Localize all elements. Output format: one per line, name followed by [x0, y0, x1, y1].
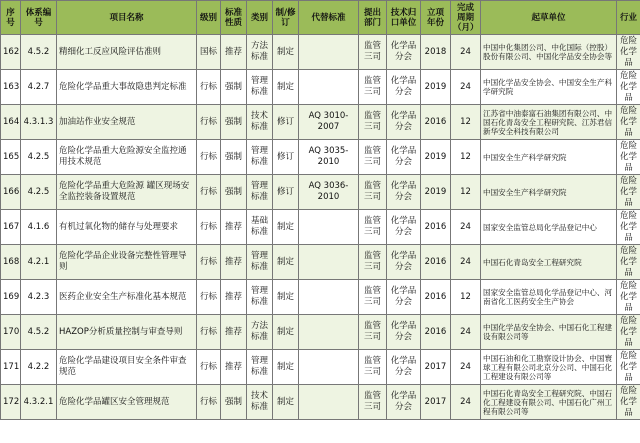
cell-drafting-unit: 国家安全监管总局化学品登记中心、河南省化工医药安全生产协会 [481, 280, 617, 315]
table-row [1, 210, 640, 245]
cell-drafting-unit: 中国石油和化工勘察设计协会、中国寰球工程有限公司北京分公司、中国石化工程建设有限公司等 [481, 350, 617, 385]
cell-industry: 危险化学品 [617, 315, 640, 350]
cell-industry: 危险化学品 [617, 280, 640, 315]
cell-level: 行标 [197, 315, 221, 350]
table-row [1, 245, 640, 280]
cell-drafting-unit: 中国化学品安全协会、中国石化工程建设有限公司等 [481, 315, 617, 350]
cell-revision: 制定 [273, 245, 299, 280]
cell-year: 2016 [421, 210, 451, 245]
cell-year: 2019 [421, 70, 451, 105]
cell-category: 管理标准 [247, 140, 273, 175]
cell-level: 国标 [197, 35, 221, 70]
cell-system-no: 4.2.1 [21, 245, 57, 280]
cell-project-name: HAZOP分析质量控制与审查导则 [57, 315, 197, 350]
cell-system-no: 4.2.2 [21, 350, 57, 385]
col-header-period: 完成周期（月） [451, 1, 481, 35]
cell-system-no: 4.5.2 [21, 35, 57, 70]
col-header-replaced-standard: 代替标准 [299, 1, 359, 35]
cell-year: 2019 [421, 140, 451, 175]
cell-department: 监管三司 [359, 210, 387, 245]
cell-seq: 170 [1, 315, 21, 350]
cell-system-no: 4.5.2 [21, 315, 57, 350]
cell-category: 管理标准 [247, 350, 273, 385]
cell-project-name: 危险化学品建设项目安全条件审查规范 [57, 350, 197, 385]
cell-drafting-unit: 中国安全生产科学研究院 [481, 140, 617, 175]
cell-department: 监管三司 [359, 315, 387, 350]
cell-period: 12 [451, 140, 481, 175]
cell-category: 技术标准 [247, 105, 273, 140]
cell-system-no: 4.2.5 [21, 140, 57, 175]
cell-industry: 危险化学品 [617, 245, 640, 280]
cell-replaced-standard [299, 70, 359, 105]
cell-nature: 强制 [221, 385, 247, 420]
cell-tech-unit: 化学品分会 [387, 105, 421, 140]
cell-level: 行标 [197, 280, 221, 315]
col-header-nature: 标准性质 [221, 1, 247, 35]
cell-tech-unit: 化学品分会 [387, 35, 421, 70]
cell-industry: 危险化学品 [617, 175, 640, 210]
cell-revision: 修订 [273, 140, 299, 175]
cell-system-no: 4.1.6 [21, 210, 57, 245]
cell-seq: 171 [1, 350, 21, 385]
cell-replaced-standard [299, 210, 359, 245]
cell-category: 管理标准 [247, 245, 273, 280]
cell-category: 管理标准 [247, 70, 273, 105]
cell-nature: 强制 [221, 175, 247, 210]
col-header-system-no: 体系编号 [21, 1, 57, 35]
cell-level: 行标 [197, 350, 221, 385]
cell-tech-unit: 化学品分会 [387, 245, 421, 280]
cell-period: 24 [451, 70, 481, 105]
cell-period: 24 [451, 35, 481, 70]
cell-replaced-standard [299, 385, 359, 420]
col-header-industry: 行业 [617, 1, 640, 35]
cell-industry: 危险化学品 [617, 385, 640, 420]
cell-replaced-standard [299, 245, 359, 280]
cell-year: 2019 [421, 175, 451, 210]
cell-tech-unit: 化学品分会 [387, 280, 421, 315]
cell-category: 技术标准 [247, 385, 273, 420]
col-header-department: 提出部门 [359, 1, 387, 35]
cell-seq: 168 [1, 245, 21, 280]
cell-period: 24 [451, 245, 481, 280]
cell-period: 12 [451, 280, 481, 315]
cell-period: 24 [451, 315, 481, 350]
cell-year: 2016 [421, 105, 451, 140]
cell-category: 基础标准 [247, 210, 273, 245]
table-row [1, 35, 640, 70]
cell-nature: 强制 [221, 70, 247, 105]
cell-drafting-unit: 中国中化集团公司、中化国际（控股）股份有限公司、中国化学品安全协会等 [481, 35, 617, 70]
cell-nature: 推荐 [221, 280, 247, 315]
cell-seq: 167 [1, 210, 21, 245]
cell-industry: 危险化学品 [617, 210, 640, 245]
cell-seq: 172 [1, 385, 21, 420]
cell-seq: 169 [1, 280, 21, 315]
cell-tech-unit: 化学品分会 [387, 175, 421, 210]
cell-replaced-standard: AQ 3035-2010 [299, 140, 359, 175]
cell-project-name: 危险化学品重大危险源 罐区现场安全监控装备设置规范 [57, 175, 197, 210]
cell-drafting-unit: 中国化学品安全协会、中国安全生产科学研究院 [481, 70, 617, 105]
cell-year: 2018 [421, 35, 451, 70]
cell-drafting-unit: 国家安全监管总局化学品登记中心 [481, 210, 617, 245]
cell-tech-unit: 化学品分会 [387, 140, 421, 175]
cell-project-name: 医药企业安全生产标准化基本规范 [57, 280, 197, 315]
cell-nature: 推荐 [221, 35, 247, 70]
cell-nature: 推荐 [221, 210, 247, 245]
table-row [1, 280, 640, 315]
cell-nature: 强制 [221, 140, 247, 175]
table-row [1, 140, 640, 175]
cell-department: 监管三司 [359, 280, 387, 315]
cell-category: 方法标准 [247, 315, 273, 350]
cell-replaced-standard [299, 350, 359, 385]
cell-seq: 162 [1, 35, 21, 70]
cell-project-name: 危险化学品重大事故隐患判定标准 [57, 70, 197, 105]
cell-department: 监管三司 [359, 385, 387, 420]
cell-department: 监管三司 [359, 140, 387, 175]
cell-nature: 推荐 [221, 350, 247, 385]
cell-revision: 制定 [273, 315, 299, 350]
cell-project-name: 危险化学品重大危险源安全监控通用技术规范 [57, 140, 197, 175]
cell-drafting-unit: 中国安全生产科学研究院 [481, 175, 617, 210]
col-header-project-name: 项目名称 [57, 1, 197, 35]
cell-department: 监管三司 [359, 350, 387, 385]
table-row [1, 175, 640, 210]
cell-system-no: 4.2.5 [21, 175, 57, 210]
cell-system-no: 4.3.2.1 [21, 385, 57, 420]
cell-level: 行标 [197, 140, 221, 175]
cell-level: 行标 [197, 210, 221, 245]
table-row [1, 350, 640, 385]
header-row [1, 1, 640, 35]
cell-year: 2017 [421, 385, 451, 420]
cell-level: 行标 [197, 385, 221, 420]
cell-replaced-standard [299, 280, 359, 315]
cell-category: 管理标准 [247, 280, 273, 315]
cell-tech-unit: 化学品分会 [387, 210, 421, 245]
cell-period: 24 [451, 350, 481, 385]
col-header-category: 类别 [247, 1, 273, 35]
cell-project-name: 加油站作业安全规范 [57, 105, 197, 140]
cell-year: 2017 [421, 350, 451, 385]
cell-department: 监管三司 [359, 105, 387, 140]
cell-category: 管理标准 [247, 175, 273, 210]
col-header-seq: 序号 [1, 1, 21, 35]
cell-tech-unit: 化学品分会 [387, 350, 421, 385]
cell-revision: 制定 [273, 385, 299, 420]
col-header-tech-unit: 技术归口单位 [387, 1, 421, 35]
cell-replaced-standard: AQ 3010-2007 [299, 105, 359, 140]
cell-drafting-unit: 中国石化青岛安全工程研究院 [481, 245, 617, 280]
cell-replaced-standard: AQ 3036-2010 [299, 175, 359, 210]
cell-period: 24 [451, 210, 481, 245]
cell-revision: 修订 [273, 105, 299, 140]
table-row [1, 385, 640, 420]
col-header-year: 立项年份 [421, 1, 451, 35]
cell-level: 行标 [197, 245, 221, 280]
cell-project-name: 危险化学品罐区安全管理规范 [57, 385, 197, 420]
col-header-level: 级别 [197, 1, 221, 35]
cell-revision: 制定 [273, 280, 299, 315]
cell-revision: 制定 [273, 210, 299, 245]
cell-year: 2016 [421, 245, 451, 280]
col-header-revision: 制/修订 [273, 1, 299, 35]
cell-industry: 危险化学品 [617, 105, 640, 140]
cell-industry: 危险化学品 [617, 70, 640, 105]
cell-department: 监管三司 [359, 35, 387, 70]
cell-revision: 制定 [273, 350, 299, 385]
cell-revision: 制定 [273, 35, 299, 70]
cell-system-no: 4.2.7 [21, 70, 57, 105]
cell-drafting-unit: 江苏省中油泰富石油集团有限公司、中国石化青岛安全工程研究院、江苏君信新华安全科技有限公司 [481, 105, 617, 140]
cell-system-no: 4.2.3 [21, 280, 57, 315]
cell-year: 2016 [421, 280, 451, 315]
cell-period: 12 [451, 175, 481, 210]
cell-replaced-standard [299, 315, 359, 350]
cell-seq: 164 [1, 105, 21, 140]
cell-revision: 制定 [273, 70, 299, 105]
cell-industry: 危险化学品 [617, 140, 640, 175]
cell-drafting-unit: 中国石化青岛安全工程研究院、中国石化工程建设有限公司、中国石化广州工程有限公司等 [481, 385, 617, 420]
cell-industry: 危险化学品 [617, 350, 640, 385]
cell-system-no: 4.3.1.3 [21, 105, 57, 140]
cell-department: 监管三司 [359, 175, 387, 210]
col-header-drafting-unit: 起草单位 [481, 1, 617, 35]
cell-project-name: 有机过氧化物的储存与处理要求 [57, 210, 197, 245]
cell-level: 行标 [197, 105, 221, 140]
cell-project-name: 危险化学品企业设备完整性管理导则 [57, 245, 197, 280]
cell-nature: 强制 [221, 105, 247, 140]
table-row [1, 105, 640, 140]
cell-level: 行标 [197, 175, 221, 210]
cell-period: 12 [451, 105, 481, 140]
cell-nature: 推荐 [221, 315, 247, 350]
cell-replaced-standard [299, 35, 359, 70]
cell-nature: 推荐 [221, 245, 247, 280]
cell-tech-unit: 化学品分会 [387, 315, 421, 350]
cell-year: 2016 [421, 315, 451, 350]
cell-category: 方法标准 [247, 35, 273, 70]
cell-revision: 修订 [273, 175, 299, 210]
cell-period: 24 [451, 385, 481, 420]
cell-project-name: 精细化工反应风险评估准则 [57, 35, 197, 70]
cell-tech-unit: 化学品分会 [387, 385, 421, 420]
table-row [1, 70, 640, 105]
cell-seq: 166 [1, 175, 21, 210]
cell-department: 监管三司 [359, 70, 387, 105]
cell-level: 行标 [197, 70, 221, 105]
cell-seq: 165 [1, 140, 21, 175]
cell-tech-unit: 化学品分会 [387, 70, 421, 105]
cell-department: 监管三司 [359, 245, 387, 280]
cell-industry: 危险化学品 [617, 35, 640, 70]
cell-seq: 163 [1, 70, 21, 105]
table-row [1, 315, 640, 350]
